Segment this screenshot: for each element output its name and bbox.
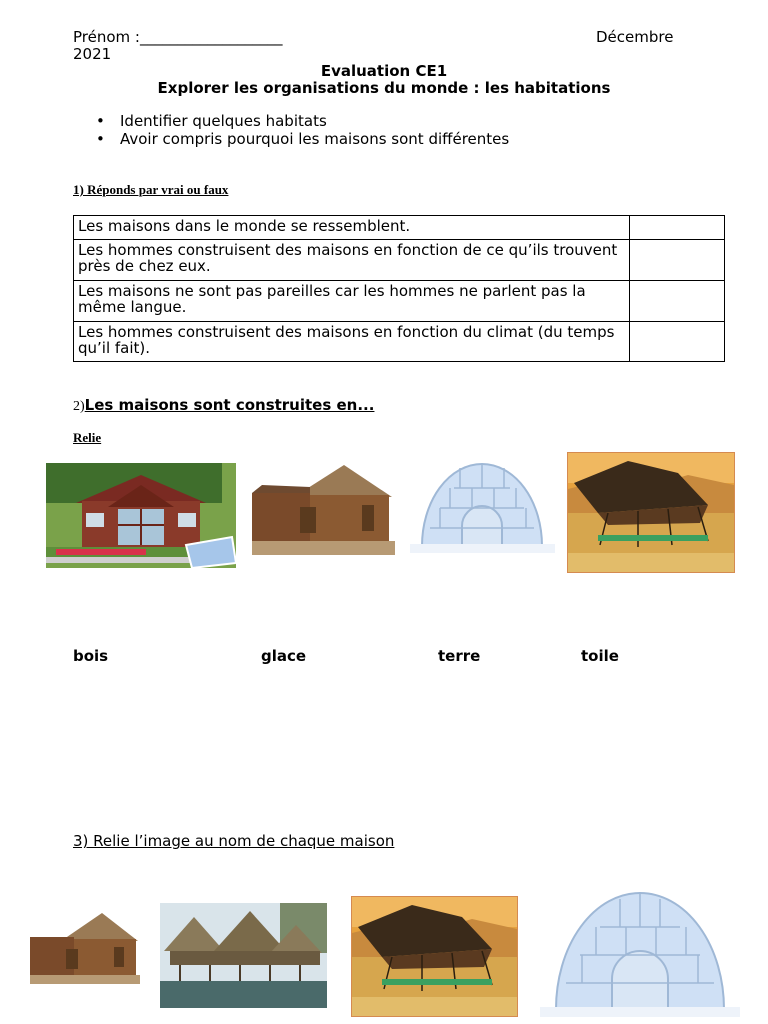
section3-title: 3) Relie l’image au nom de chaque maison: [73, 832, 395, 850]
date-month: Décembre: [596, 28, 674, 46]
table-row: [74, 216, 725, 240]
statement-cell: Les hommes construisent des maisons en fonction de ce qu’ils trouvent près de chez eux.: [74, 240, 630, 281]
answer-cell[interactable]: [630, 216, 725, 240]
mud-hut-image: [252, 455, 395, 555]
material-label-canvas: toile: [581, 647, 619, 665]
answer-cell[interactable]: [630, 322, 725, 362]
stilt-house-image: [160, 903, 327, 1008]
tent-image-2: [351, 896, 518, 1017]
section2-instruction: Relie: [73, 430, 102, 445]
table-row: [74, 281, 725, 322]
evaluation-title: Evaluation CE1: [320, 62, 448, 80]
true-false-table: [73, 215, 725, 362]
material-label-earth: terre: [438, 647, 481, 665]
answer-cell[interactable]: [630, 240, 725, 281]
mud-hut-image-2: [30, 907, 140, 984]
material-label-ice: glace: [261, 647, 307, 665]
tent-image: [567, 452, 735, 573]
igloo-image-2: [540, 885, 740, 1017]
evaluation-subtitle: Explorer les organisations du monde : les habitations: [157, 79, 611, 97]
statement-cell: Les maisons dans le monde se ressemblent.: [74, 216, 630, 240]
objective-item: [96, 130, 510, 148]
wooden-house-image: [46, 463, 236, 568]
objective-text: Avoir compris pourquoi les maisons sont différentes: [120, 130, 510, 148]
statement-cell: Les hommes construisent des maisons en fonction du climat (du temps qu’il fait).: [74, 322, 630, 362]
section2-number: 2): [73, 399, 85, 414]
table-row: [74, 322, 725, 362]
table-row: [74, 240, 725, 281]
bullet: •: [96, 112, 105, 130]
statement-cell: Les maisons ne sont pas pareilles car les hommes ne parlent pas la même langue.: [74, 281, 630, 322]
date-year: 2021: [73, 45, 112, 63]
answer-cell[interactable]: [630, 281, 725, 322]
objective-text: Identifier quelques habitats: [120, 112, 327, 130]
igloo-image: [410, 458, 555, 553]
material-label-wood: bois: [73, 647, 109, 665]
section2-title: Les maisons sont construites en...: [84, 396, 375, 414]
section1-title: 1) Réponds par vrai ou faux: [73, 182, 229, 197]
objective-item: [96, 112, 327, 130]
bullet: •: [96, 130, 105, 148]
section2-heading: [73, 396, 374, 415]
first-name-field: Prénom :___________________: [73, 28, 283, 46]
